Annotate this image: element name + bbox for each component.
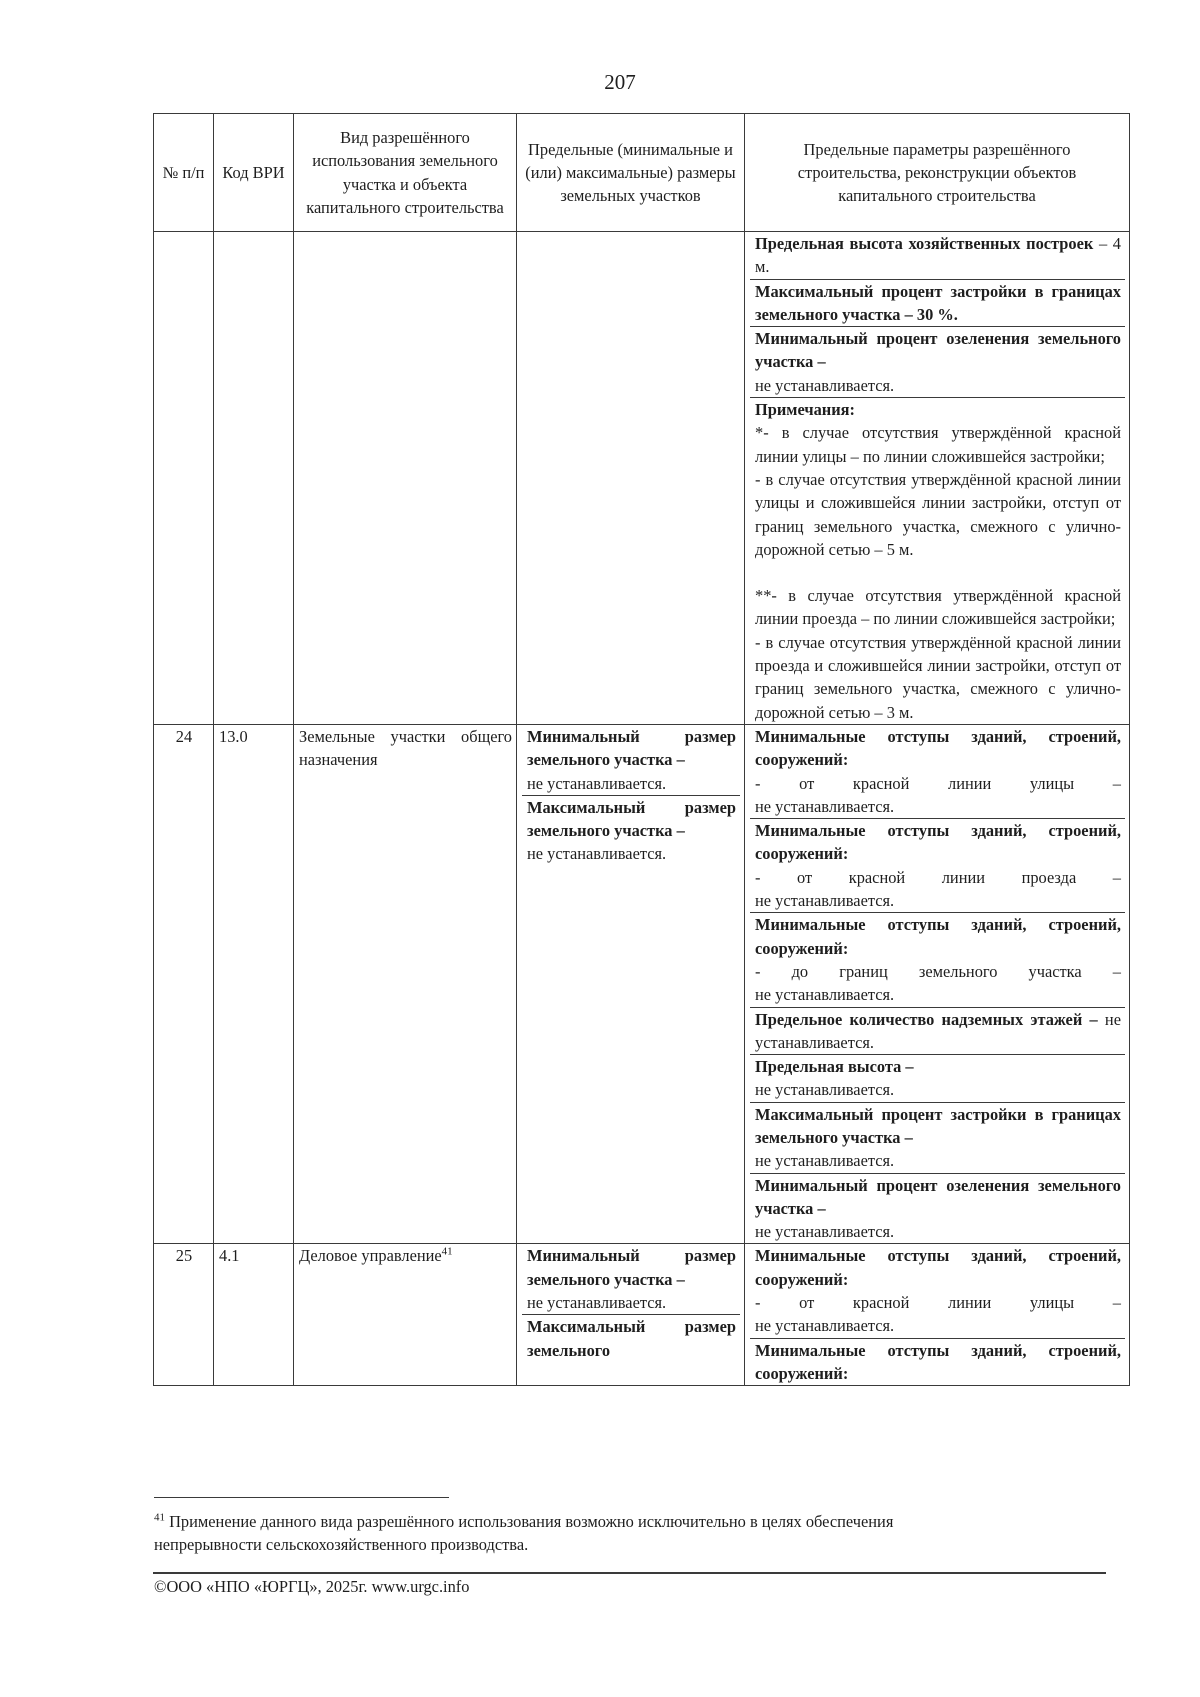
row-params (745, 1244, 1130, 1386)
note-item: - в случае отсутствия утверждённой красной линии проезда и сложившейся линии застройки, отступ от границ земельного участка, смежного с улично-дорожной сетью – 3 м. (755, 632, 1121, 722)
size-max: Максимальный размер земельного участка – не устанавливается. (527, 797, 736, 864)
cont-name-cell (294, 232, 517, 725)
notes-title: Примечания: (755, 400, 855, 420)
param-setback-street: Минимальные отступы зданий, строений, сооружений: - от красной линии улицы – не устанавливается. (750, 725, 1125, 819)
param-height-outbuildings: Предельная высота хозяйственных построек – 4 м. (750, 232, 1125, 280)
row-number: 25 (154, 1244, 214, 1386)
row-params (745, 724, 1130, 1244)
note-item: - в случае отсутствия утверждённой красной линии улицы и сложившейся линии застройки, отступ от границ земельного участка, смежного с улично-дорожной сетью – 5 м. (755, 469, 1121, 559)
size-max: Максимальный размер земельного (527, 1317, 736, 1360)
table-header-row (154, 114, 1130, 232)
footnote-mark: 41 (154, 1511, 165, 1524)
param-setback-driveway: Минимальные отступы зданий, строений, сооружений: (755, 1340, 1121, 1383)
page-number: 207 (604, 70, 636, 94)
footer-rule (153, 1572, 1106, 1574)
param-setback-boundary: Минимальные отступы зданий, строений, сооружений: - до границ земельного участка – не устанавливается. (750, 913, 1125, 1007)
header-number: № п/п (154, 114, 214, 232)
size-min: Минимальный размер земельного участка – не устанавливается. (522, 725, 740, 796)
size-min: Минимальный размер земельного участка – не устанавливается. (522, 1244, 740, 1315)
header-use-type: Вид разрешённого использования земельного участка и объекта капитального строительства (294, 114, 517, 232)
footer-copyright: ©ООО «НПО «ЮРГЦ», 2025г. www.urgc.info (154, 1577, 470, 1596)
note-item: *- в случае отсутствия утверждённой красной линии улицы – по линии сложившейся застройки; (755, 423, 1121, 466)
param-floors: Предельное количество надземных этажей – не устанавливается. (750, 1008, 1125, 1056)
header-plot-size: Предельные (минимальные и (или) максимальные) размеры земельных участков (517, 114, 745, 232)
footnote-ref[interactable]: 41 (441, 1246, 453, 1258)
cont-params-cell (745, 232, 1130, 725)
table-row (154, 724, 1130, 1244)
footnote-text: Применение данного вида разрешённого использования возможно исключительно в целях обеспечения непрерывности сельскохозяйственного производства. (154, 1512, 894, 1554)
param-height: Предельная высота – не устанавливается. (750, 1055, 1125, 1103)
header-code: Код ВРИ (214, 114, 294, 232)
cont-code-cell (214, 232, 294, 725)
note-item: **- в случае отсутствия утверждённой красной линии проезда – по линии сложившейся застройки; (755, 586, 1121, 629)
param-min-greening: Минимальный процент озеленения земельного участка – не устанавливается. (750, 327, 1125, 398)
header-parameters: Предельные параметры разрешённого строительства, реконструкции объектов капитального строительства (745, 114, 1130, 232)
row-code: 13.0 (214, 724, 294, 1244)
row-plot-size (517, 724, 745, 1244)
cont-size-cell (517, 232, 745, 725)
row-code: 4.1 (214, 1244, 294, 1386)
row-number: 24 (154, 724, 214, 1244)
row-use-name: Земельные участки общего назначения (294, 724, 517, 1244)
row-plot-size (517, 1244, 745, 1386)
param-building-percent: Максимальный процент застройки в границах земельного участка – не устанавливается. (750, 1103, 1125, 1174)
table-row (154, 1244, 1130, 1386)
param-max-building-percent: Максимальный процент застройки в границах земельного участка – 30 %. (750, 280, 1125, 328)
regulations-table (153, 113, 1130, 1386)
cont-number-cell (154, 232, 214, 725)
param-setback-driveway: Минимальные отступы зданий, строений, сооружений: - от красной линии проезда – не устанавливается. (750, 819, 1125, 913)
param-setback-street: Минимальные отступы зданий, строений, сооружений: - от красной линии улицы – не устанавливается. (750, 1244, 1125, 1338)
row-use-name: Деловое управление$^{41}$ (294, 1244, 517, 1386)
footnote-separator (154, 1497, 449, 1498)
footnote (154, 1510, 954, 1556)
param-notes (750, 398, 1125, 724)
param-greening-percent: Минимальный процент озеленения земельного участка – не устанавливается. (755, 1175, 1121, 1242)
table-row (154, 232, 1130, 725)
